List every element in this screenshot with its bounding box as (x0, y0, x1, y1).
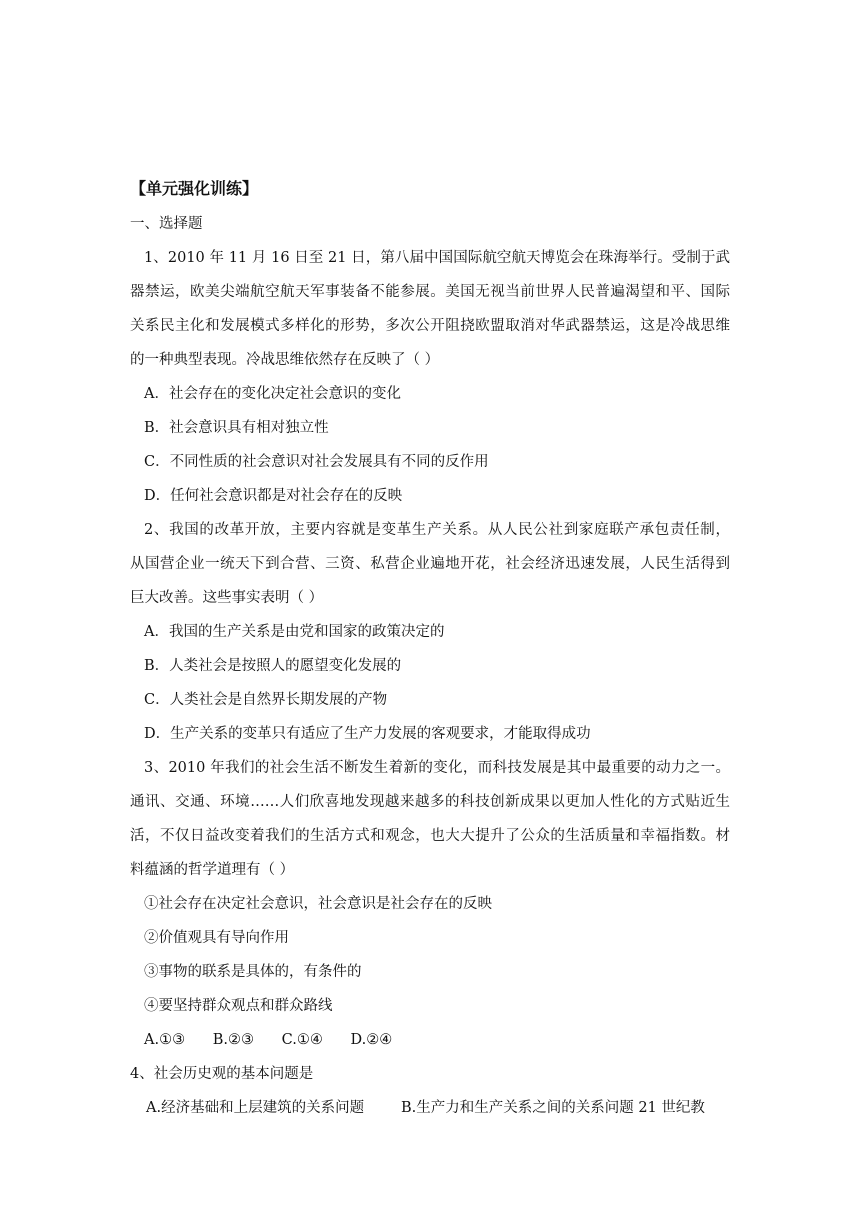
question-3-statement-4: ④要坚持群众观点和群众路线 (144, 998, 333, 1014)
question-1-line-2: 器禁运，欧美尖端航空航天军事装备不能参展。美国无视当前世界人民普遍渴望和平、国际 (130, 284, 730, 300)
question-3-statement-2: ②价值观具有导向作用 (144, 930, 289, 946)
question-3-line-4: 料蕴涵的哲学道理有（ ） (130, 862, 295, 878)
question-1-option-d: D．任何社会意识都是对社会存在的反映 (144, 488, 403, 504)
question-2-option-a: A．我国的生产关系是由党和国家的政策决定的 (144, 624, 445, 640)
question-1-line-4: 的一种典型表现。冷战思维依然存在反映了（ ） (130, 352, 440, 368)
question-2-line-3: 巨大改善。这些事实表明（ ） (130, 590, 324, 606)
question-1-line-3: 关系民主化和发展模式多样化的形势，多次公开阻挠欧盟取消对华武器禁运，这是冷战思维 (130, 318, 730, 334)
question-4-options: A.经济基础和上层建筑的关系问题 B.生产力和生产关系之间的关系问题 21 世纪教 (146, 1100, 705, 1116)
question-3-statement-3: ③事物的联系是具体的，有条件的 (144, 964, 362, 980)
question-4-stem: 4、社会历史观的基本问题是 (130, 1066, 314, 1082)
question-3-statement-1: ①社会存在决定社会意识，社会意识是社会存在的反映 (144, 896, 492, 912)
question-2-line-1: 2、我国的改革开放，主要内容就是变革生产关系。从人民公社到家庭联产承包责任制， (144, 522, 730, 538)
question-1-line-1: 1、2010 年 11 月 16 日至 21 日，第八届中国国际航空航天博览会在珠海举行。受制于武 (144, 250, 730, 266)
section-heading: 一、选择题 (130, 216, 203, 232)
question-2-option-d: D．生产关系的变革只有适应了生产力发展的客观要求，才能取得成功 (144, 726, 591, 742)
question-2-option-b: B．人类社会是按照人的愿望变化发展的 (144, 658, 402, 674)
question-2-line-2: 从国营企业一统天下到合营、三资、私营企业遍地开花，社会经济迅速发展，人民生活得到 (130, 556, 730, 572)
question-1-option-b: B．社会意识具有相对独立性 (144, 420, 329, 436)
question-3-line-3: 活，不仅日益改变着我们的生活方式和观念，也大大提升了公众的生活质量和幸福指数。材 (130, 828, 730, 844)
question-1-option-a: A．社会存在的变化决定社会意识的变化 (144, 386, 401, 402)
question-1-option-c: C．不同性质的社会意识对社会发展具有不同的反作用 (144, 454, 489, 470)
question-3-options: A.①③ B.②③ C.①④ D.②④ (144, 1032, 393, 1048)
question-3-line-1: 3、2010 年我们的社会生活不断发生着新的变化，而科技发展是其中最重要的动力之一。 (144, 760, 730, 776)
question-2-option-c: C．人类社会是自然界长期发展的产物 (144, 692, 388, 708)
question-3-line-2: 通讯、交通、环境……人们欣喜地发现越来越多的科技创新成果以更加人性化的方式贴近生 (130, 794, 730, 810)
unit-title: 【单元强化训练】 (130, 179, 259, 198)
